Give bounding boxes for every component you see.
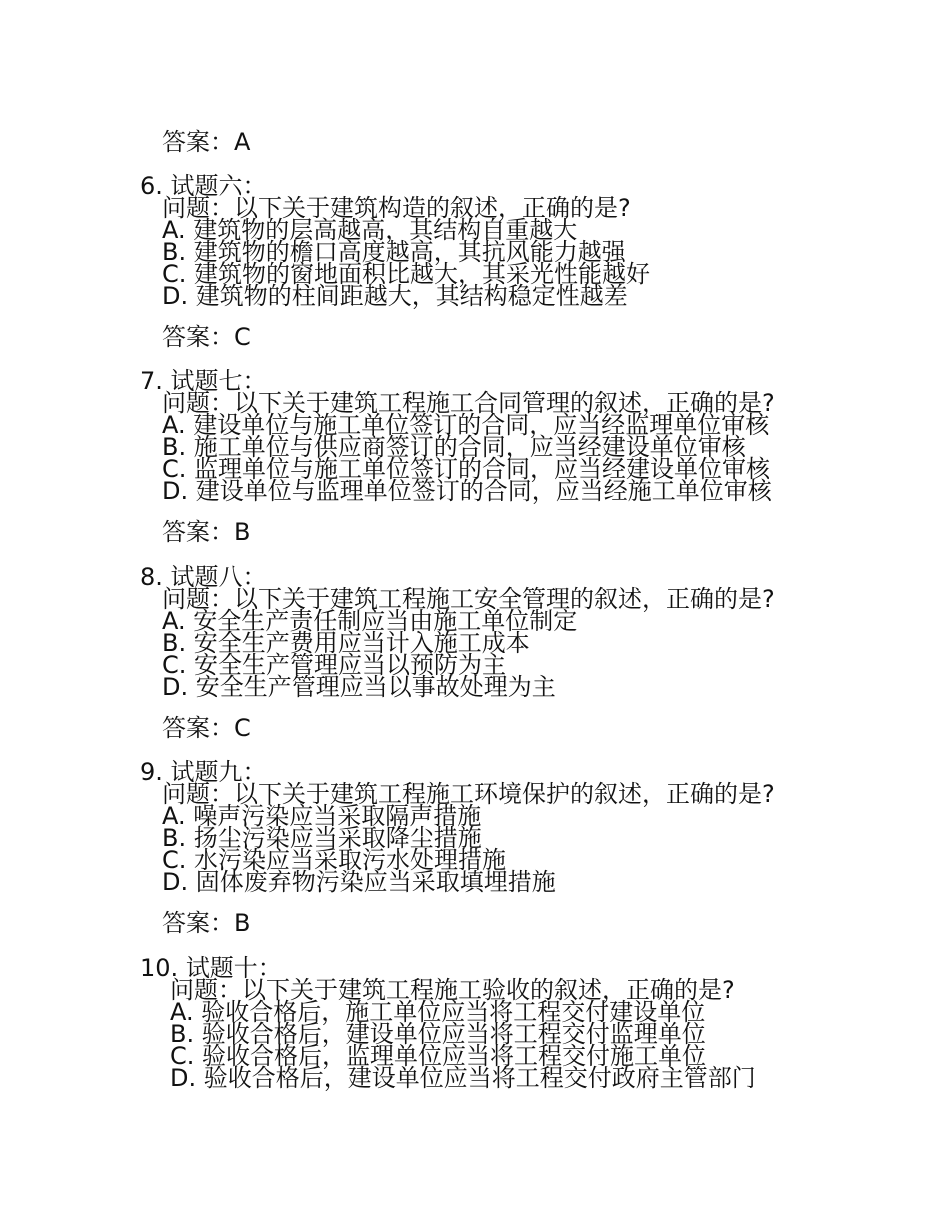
option-b: B. 建筑物的檐口高度越高，其抗风能力越强 xyxy=(162,238,626,266)
question-title: 试题十： xyxy=(185,954,282,982)
answer-8: 答案：C xyxy=(162,714,251,742)
option-c: C. 水污染应当采取污水处理措施 xyxy=(162,846,507,874)
option-a: A. 安全生产责任制应当由施工单位制定 xyxy=(162,607,578,635)
question-title: 试题八： xyxy=(170,563,267,591)
option-d: D. 建设单位与监理单位签订的合同，应当经施工单位审核 xyxy=(162,477,772,505)
question-number: 9. xyxy=(140,758,163,786)
option-b: B. 施工单位与供应商签订的合同，应当经建设单位审核 xyxy=(162,433,746,461)
question-text: 问题：以下关于建筑工程施工合同管理的叙述，正确的是? xyxy=(162,389,775,417)
question-9-body xyxy=(140,780,775,896)
question-title: 试题六： xyxy=(170,172,267,200)
question-7 xyxy=(140,367,775,505)
option-b: B. 扬尘污染应当采取降尘措施 xyxy=(162,824,482,852)
question-10 xyxy=(140,954,756,1092)
question-title: 试题九： xyxy=(170,758,267,786)
option-b: B. 验收合格后，建设单位应当将工程交付监理单位 xyxy=(170,1020,706,1048)
question-6 xyxy=(140,172,651,310)
answer-7: 答案：B xyxy=(162,518,251,546)
option-a: A. 建筑物的层高越高，其结构自重越大 xyxy=(162,216,578,244)
answer-9: 答案：B xyxy=(162,909,251,937)
question-title: 试题七： xyxy=(170,367,267,395)
answer-5: 答案：A xyxy=(162,128,251,156)
question-text: 问题：以下关于建筑工程施工环境保护的叙述，正确的是? xyxy=(162,780,775,808)
option-d: D. 安全生产管理应当以事故处理为主 xyxy=(162,673,556,701)
question-text: 问题：以下关于建筑构造的叙述，正确的是? xyxy=(162,194,631,222)
option-c: C. 监理单位与施工单位签订的合同，应当经建设单位审核 xyxy=(162,455,771,483)
option-b: B. 安全生产费用应当计入施工成本 xyxy=(162,629,530,657)
option-d: D. 建筑物的柱间距越大，其结构稳定性越差 xyxy=(162,282,628,310)
question-7-body xyxy=(140,389,775,505)
question-text: 问题：以下关于建筑工程施工验收的叙述，正确的是? xyxy=(170,976,735,1004)
question-6-body xyxy=(140,194,651,310)
question-9 xyxy=(140,758,775,896)
option-a: A. 噪声污染应当采取隔声措施 xyxy=(162,802,482,830)
question-number: 7. xyxy=(140,367,163,395)
option-c: C. 建筑物的窗地面积比越大，其采光性能越好 xyxy=(162,260,651,288)
question-8-body xyxy=(140,585,775,701)
answer-6: 答案：C xyxy=(162,323,251,351)
question-number: 8. xyxy=(140,563,163,591)
question-8 xyxy=(140,563,775,701)
question-number: 10. xyxy=(140,954,179,982)
question-10-body xyxy=(140,976,756,1092)
option-c: C. 验收合格后，监理单位应当将工程交付施工单位 xyxy=(170,1042,707,1070)
option-d: D. 验收合格后，建设单位应当将工程交付政府主管部门 xyxy=(170,1064,756,1092)
option-a: A. 验收合格后，施工单位应当将工程交付建设单位 xyxy=(170,998,706,1026)
question-number: 6. xyxy=(140,172,163,200)
question-text: 问题：以下关于建筑工程施工安全管理的叙述，正确的是? xyxy=(162,585,775,613)
option-a: A. 建设单位与施工单位签订的合同，应当经监理单位审核 xyxy=(162,411,770,439)
option-c: C. 安全生产管理应当以预防为主 xyxy=(162,651,507,679)
option-d: D. 固体废弃物污染应当采取填埋措施 xyxy=(162,868,556,896)
